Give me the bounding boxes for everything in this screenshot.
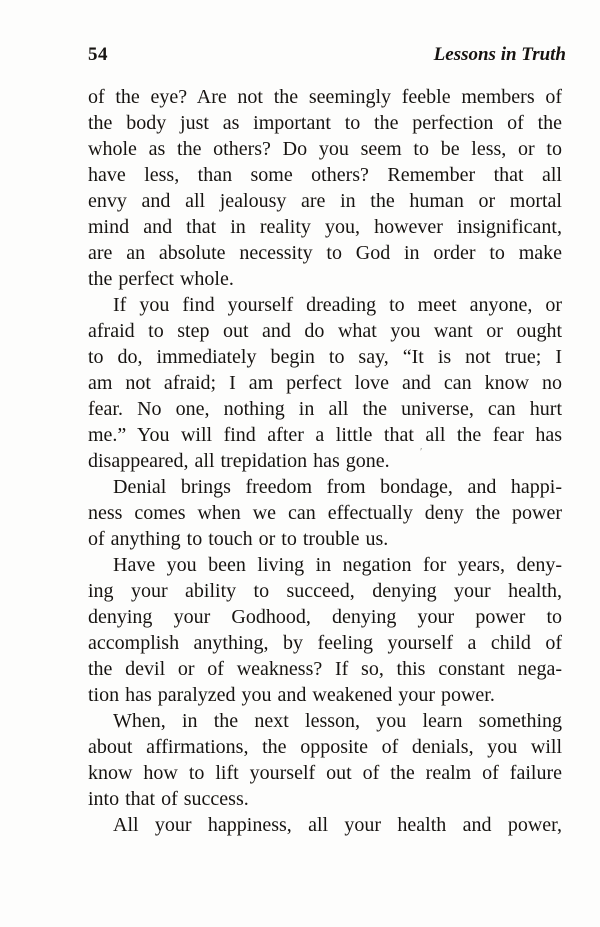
text-line: denying your Godhood, denying your power to <box>88 606 562 628</box>
text-line: about affirmations, the opposite of denials, you will <box>88 736 562 758</box>
text-line: Denial brings freedom from bondage, and happi- <box>113 476 562 498</box>
paragraph <box>88 708 562 812</box>
text-line: envy and all jealousy are in the human or mortal <box>88 190 562 212</box>
text-line: have less, than some others? Remember that all <box>88 164 562 186</box>
text-line: All your happiness, all your health and power, <box>113 814 562 836</box>
paragraph <box>88 552 562 708</box>
text-line: afraid to step out and do what you want or ought <box>88 320 562 342</box>
text-line: Have you been living in negation for years, deny- <box>113 554 562 576</box>
text-line: the devil or of weakness? If so, this constant nega- <box>88 658 562 680</box>
running-title: Lessons in Truth <box>433 44 566 65</box>
page-number: 54 <box>88 44 108 65</box>
text-line: ness comes when we can effectually deny the power <box>88 502 562 524</box>
text-line: whole as the others? Do you seem to be less, or to <box>88 138 562 160</box>
text-line: fear. No one, nothing in all the universe, can hurt <box>88 398 562 420</box>
paragraph <box>88 84 562 292</box>
text-line: are an absolute necessity to God in order to make <box>88 242 562 264</box>
paragraph <box>88 474 562 552</box>
text-line: the perfect whole. <box>88 268 234 290</box>
text-line: If you find yourself dreading to meet anyone, or <box>113 294 562 316</box>
text-line: of anything to touch or to trouble us. <box>88 528 389 550</box>
text-line: of the eye? Are not the seemingly feeble members of <box>88 86 562 108</box>
page-body <box>88 84 562 838</box>
text-line: to do, immediately begin to say, “It is not true; I <box>88 346 562 368</box>
text-line: into that of success. <box>88 788 249 810</box>
text-line: the body just as important to the perfection of the <box>88 112 562 134</box>
text-line: me.” You will find after a little that all the fear has <box>88 424 562 446</box>
text-line: am not afraid; I am perfect love and can know no <box>88 372 562 394</box>
text-line: accomplish anything, by feeling yourself a child of <box>88 632 562 654</box>
running-header <box>88 44 566 66</box>
text-line: tion has paralyzed you and weakened your power. <box>88 684 495 706</box>
text-line: ing your ability to succeed, denying your health, <box>88 580 562 602</box>
paragraph <box>88 812 562 838</box>
text-line: mind and that in reality you, however insignificant, <box>88 216 562 238</box>
text-line: When, in the next lesson, you learn something <box>113 710 562 732</box>
text-line: know how to lift yourself out of the realm of failure <box>88 762 562 784</box>
scan-speck: ʹ <box>420 446 423 458</box>
paragraph <box>88 292 562 474</box>
text-line: disappeared, all trepidation has gone. <box>88 450 390 472</box>
